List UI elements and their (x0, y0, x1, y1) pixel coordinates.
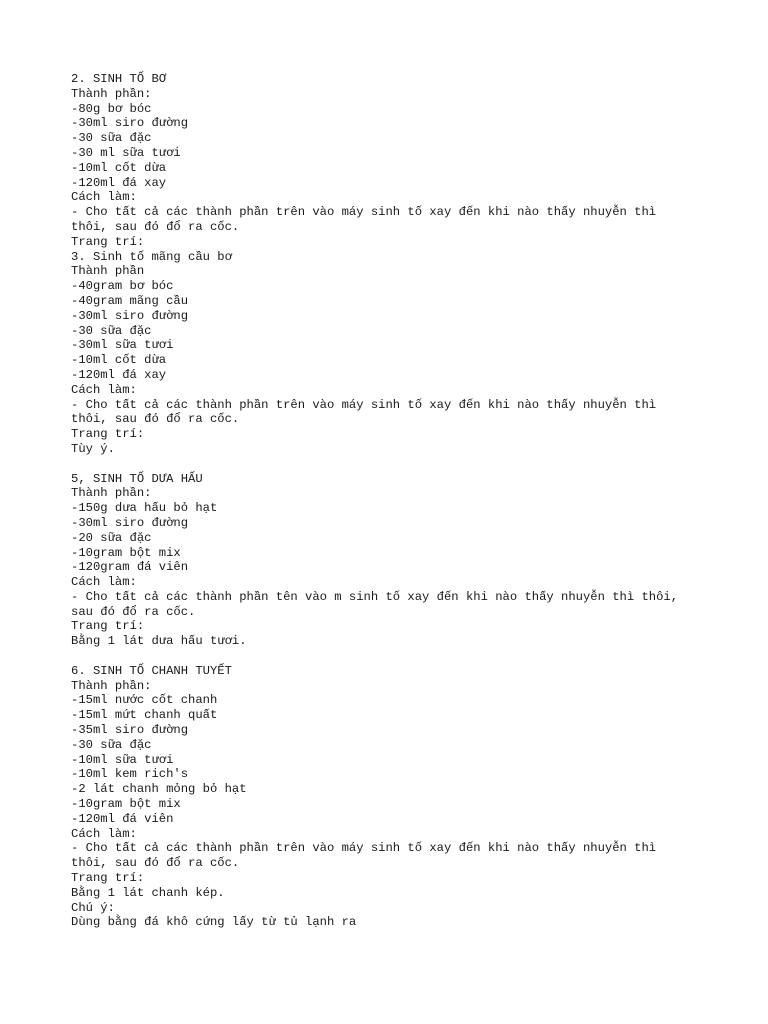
text-line: thôi, sau đó đổ ra cốc. (71, 219, 240, 234)
text-line: -30 ml sữa tươi (71, 145, 181, 160)
text-line: sau đó đổ ra cốc. (71, 604, 196, 619)
text-line: -120ml đá xay (71, 175, 167, 190)
text-line: Dùng bằng đá khô cứng lấy từ tủ lạnh ra (71, 915, 357, 930)
text-line: Bằng 1 lát chanh kép. (71, 885, 225, 900)
blank-line (71, 457, 731, 472)
text-line: 2. SINH TỐ BƠ (71, 72, 167, 86)
document-page (71, 72, 731, 930)
text-line: -30ml siro đường (71, 515, 189, 530)
text-line: Bằng 1 lát dưa hấu tươi. (71, 634, 247, 649)
text-line: Trang trí: (71, 871, 145, 886)
text-line: Thành phần: (71, 678, 152, 693)
text-line: - Cho tất cả các thành phần tên vào m sinh tố xay đến khi nào thấy nhuyễn thì thôi, (71, 589, 679, 604)
text-line: 3. Sinh tố mãng cầu bơ (71, 249, 232, 264)
text-line: -10gram bột mix (71, 545, 181, 560)
text-line: thôi, sau đó đổ ra cốc. (71, 856, 240, 871)
text-line: thôi, sau đó đổ ra cốc. (71, 412, 240, 427)
text-line: -40gram mãng cầu (71, 293, 189, 308)
text-line: -2 lát chanh mỏng bỏ hạt (71, 782, 247, 797)
text-line: -10gram bột mix (71, 797, 181, 812)
text-line: -120gram đá viên (71, 560, 189, 575)
text-line: -35ml siro đường (71, 723, 189, 738)
text-line: -10ml cốt dừa (71, 160, 167, 175)
text-line: -30 sữa đặc (71, 323, 152, 338)
text-line: Chú ý: (71, 900, 115, 915)
text-line: 5, SINH TỐ DƯA HẤU (71, 471, 203, 486)
text-line: -120ml đá viên (71, 811, 174, 826)
text-line: -80g bơ bóc (71, 101, 152, 116)
text-line: -40gram bơ bóc (71, 279, 174, 294)
text-line: -30 sữa đặc (71, 131, 152, 146)
text-line: - Cho tất cả các thành phần trên vào máy sinh tố xay đến khi nào thấy nhuyễn thì (71, 397, 657, 412)
text-line: -120ml đá xay (71, 367, 167, 382)
text-line: -10ml sữa tươi (71, 752, 174, 767)
text-line: -15ml mứt chanh quất (71, 708, 218, 723)
text-line: Cách làm: (71, 575, 137, 590)
text-line: - Cho tất cả các thành phần trên vào máy sinh tố xay đến khi nào thấy nhuyễn thì (71, 841, 657, 856)
text-line: Tùy ý. (71, 441, 115, 456)
text-line: Trang trí: (71, 234, 145, 249)
text-line: Trang trí: (71, 427, 145, 442)
text-line: -20 sữa đặc (71, 530, 152, 545)
text-line: - Cho tất cả các thành phần trên vào máy sinh tố xay đến khi nào thấy nhuyễn thì (71, 205, 657, 220)
text-line: -15ml nước cốt chanh (71, 693, 218, 708)
text-line: Thành phần (71, 264, 145, 279)
text-line: -30ml siro đường (71, 116, 189, 131)
text-line: -10ml cốt dừa (71, 353, 167, 368)
text-line: Cách làm: (71, 826, 137, 841)
text-line: 6. SINH TỐ CHANH TUYẾT (71, 663, 232, 678)
text-line: Thành phần: (71, 486, 152, 501)
text-line: -30ml siro đường (71, 308, 189, 323)
text-line: Trang trí: (71, 619, 145, 634)
text-line: Cách làm: (71, 382, 137, 397)
text-line: -30 sữa đặc (71, 737, 152, 752)
text-line: -10ml kem rich's (71, 767, 189, 782)
text-line: Cách làm: (71, 190, 137, 205)
text-line: Thành phần: (71, 86, 152, 101)
blank-line (71, 649, 731, 664)
text-line: -30ml sữa tươi (71, 338, 174, 353)
text-line: -150g dưa hấu bỏ hạt (71, 501, 218, 516)
